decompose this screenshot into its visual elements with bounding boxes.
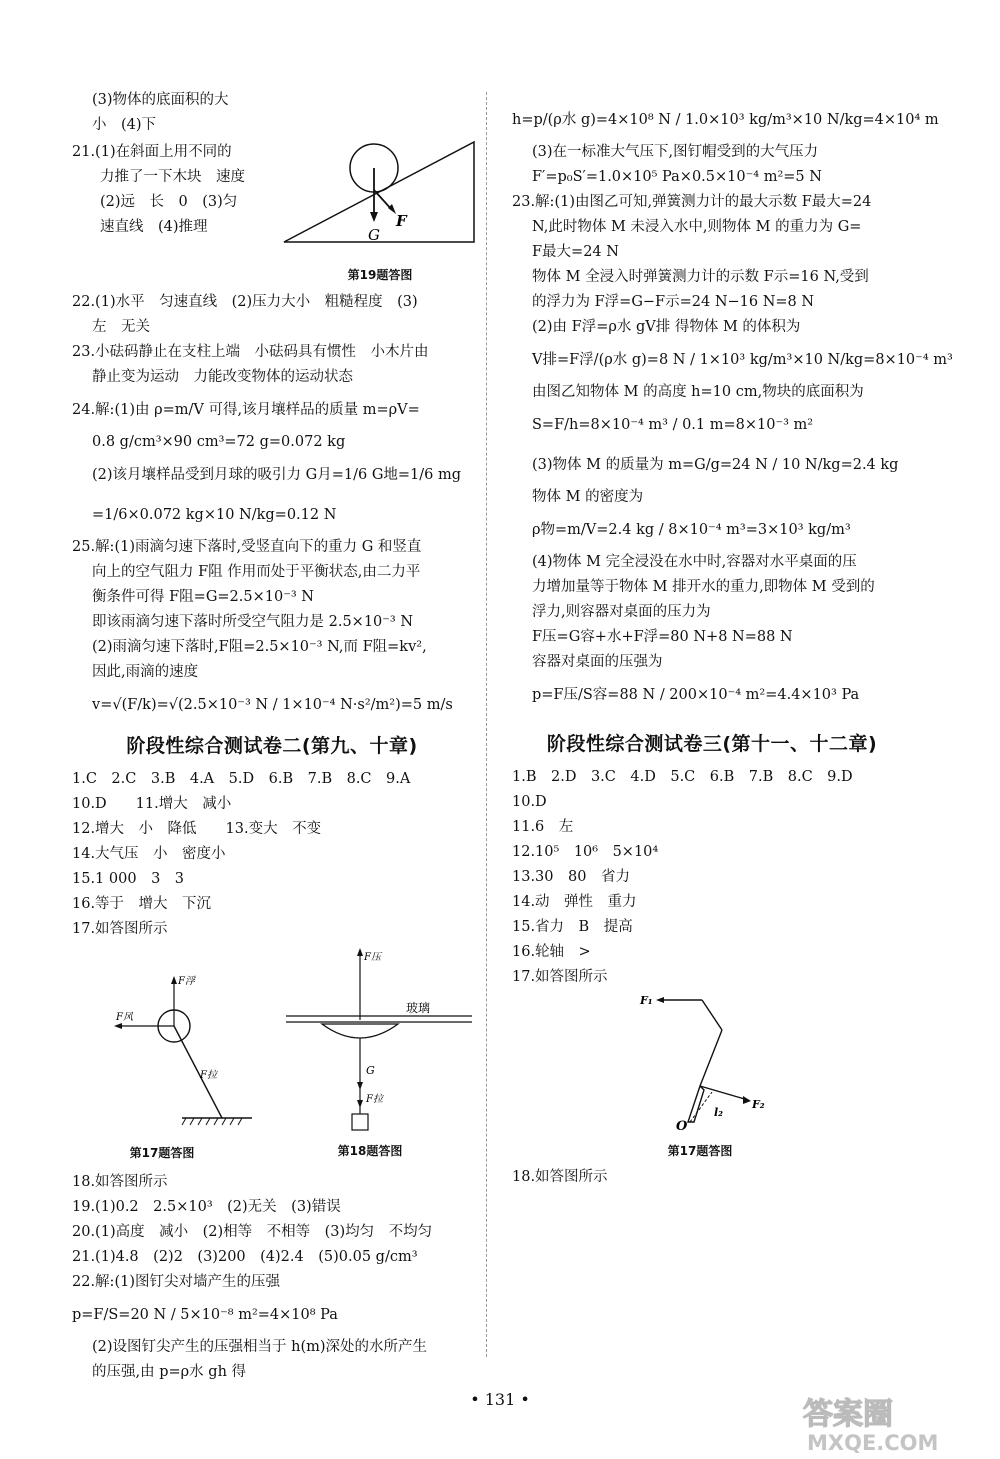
fig18-g-label: G — [366, 1064, 375, 1077]
r23-line-4: 物体 M 全浸入时弹簧测力计的示数 F示=16 N,受到 — [532, 269, 869, 285]
incline-diagram — [280, 90, 480, 262]
r23-line-7: V排=F浮/(ρ水 g)=8 N / 1×10³ kg/m³×10 N/kg=8×10⁻⁴ m³ — [532, 352, 953, 368]
s3-line-4: 12.10⁵ 10⁶ 5×10⁴ — [512, 844, 659, 860]
r23-line-10: (3)物体 M 的质量为 m=G/g=24 N / 10 N/kg=2.4 kg — [532, 457, 899, 473]
q21-line-1: 21.(1)在斜面上用不同的 — [72, 144, 232, 160]
lever-o-label: O — [676, 1119, 688, 1134]
r23-line-14: 力增加量等于物体 M 排开水的重力,即物体 M 受到的 — [532, 579, 875, 595]
s3-line-8: 16.轮轴 > — [512, 944, 591, 960]
r23-line-9: S=F/h=8×10⁻⁴ m³ / 0.1 m=8×10⁻³ m² — [532, 417, 814, 433]
q22-line-1: 22.(1)水平 匀速直线 (2)压力大小 粗糙程度 (3) — [72, 294, 418, 310]
s2-line-4: 14.大气压 小 密度小 — [72, 846, 226, 862]
r23-line-16: F压=G容+水+F浮=80 N+8 N=88 N — [532, 629, 793, 645]
q21-line-2: 力推了一下木块 速度 — [100, 169, 245, 185]
q23-line-1: 23.小砝码静止在支柱上端 小砝码具有惯性 小木片由 — [72, 344, 429, 360]
r23-line-2: N,此时物体 M 未浸入水中,则物体 M 的重力为 G= — [532, 219, 862, 235]
q25-line-6: 因此,雨滴的速度 — [92, 664, 199, 680]
section-3-title: 阶段性综合测试卷三(第十一、十二章) — [546, 733, 878, 755]
s2-line-8: 18.如答图所示 — [72, 1174, 168, 1190]
lever-f2-label: F₂ — [752, 1098, 765, 1111]
r23-line-8: 由图乙知物体 M 的高度 h=10 cm,物块的底面积为 — [532, 384, 864, 400]
s2-line-9: 19.(1)0.2 2.5×10³ (2)无关 (3)错误 — [72, 1199, 341, 1215]
q21-line-3: (2)远 长 0 (3)匀 — [100, 194, 238, 210]
s2-line-1: 1.C 2.C 3.B 4.A 5.D 6.B 7.B 8.C 9.A — [72, 771, 411, 787]
s2-line-5: 15.1 000 3 3 — [72, 871, 185, 887]
fig17-ffloat-label: F浮 — [178, 976, 195, 987]
figure-17-left — [102, 960, 252, 1161]
q24-line-1: 24.解:(1)由 ρ=m/V 可得,该月壤样品的质量 m=ρV= — [72, 402, 420, 418]
fig19-caption: 第19题答图 — [347, 268, 413, 282]
r-line-1: h=p/(ρ水 g)=4×10⁸ N / 1.0×10³ kg/m³×10 N/kg=4×10⁴ m — [512, 112, 939, 128]
q24-line-2: 0.8 g/cm³×90 cm³=72 g=0.072 kg — [92, 434, 346, 450]
fig18-fpull-label: F拉 — [366, 1094, 383, 1105]
section-2-title: 阶段性综合测试卷二(第九、十章) — [126, 735, 418, 757]
q22-line-2: 左 无关 — [92, 319, 150, 335]
column-divider — [486, 92, 487, 1357]
fig18-fpress-label: F压 — [364, 952, 381, 963]
lever-l2-label: l₂ — [714, 1106, 723, 1119]
watermark-logo — [795, 1390, 985, 1455]
fig19-g-label: G — [368, 226, 380, 244]
figure-17-right — [630, 990, 790, 1159]
q25-line-3: 衡条件可得 F阻=G=2.5×10⁻³ N — [92, 589, 314, 605]
fig17-caption: 第17题答图 — [129, 1146, 195, 1160]
q25-line-5: (2)雨滴匀速下落时,F阻=2.5×10⁻³ N,而 F阻=kv², — [92, 639, 427, 655]
r-line-2: (3)在一标准大气压下,图钉帽受到的大气压力 — [532, 144, 819, 160]
s2-line-7: 17.如答图所示 — [72, 921, 168, 937]
suction-cup-diagram — [282, 942, 472, 1142]
r23-line-3: F最大=24 N — [532, 244, 619, 260]
q20-line-2: 小 (4)下 — [92, 117, 157, 133]
figure-18 — [282, 942, 472, 1159]
s3-line-7: 15.省力 B 提高 — [512, 919, 633, 935]
s2-line-14: (2)设图钉尖产生的压强相当于 h(m)深处的水所产生 — [92, 1339, 428, 1355]
svg-text:MXQE.COM: MXQE.COM — [807, 1431, 939, 1455]
r23-line-15: 浮力,则容器对桌面的压力为 — [532, 604, 711, 620]
page-number: • 131 • — [470, 1390, 530, 1409]
svg-text:答案圈: 答案圈 — [803, 1397, 893, 1432]
q25-line-4: 即该雨滴匀速下落时所受空气阻力是 2.5×10⁻³ N — [92, 614, 414, 630]
right-column — [512, 100, 953, 1190]
r23-line-6: (2)由 F浮=ρ水 gV排 得物体 M 的体积为 — [532, 319, 801, 335]
r23-line-13: (4)物体 M 完全浸没在水中时,容器对水平桌面的压 — [532, 554, 857, 570]
s2-line-13: p=F/S=20 N / 5×10⁻⁸ m²=4×10⁸ Pa — [72, 1307, 338, 1323]
left-column — [72, 88, 472, 1385]
lever-f1-label: F₁ — [640, 994, 653, 1007]
s2-line-6: 16.等于 增大 下沉 — [72, 896, 212, 912]
watermark-stamp-icon — [795, 1390, 985, 1455]
s3-line-10: 18.如答图所示 — [512, 1169, 608, 1185]
s2-line-10: 20.(1)高度 减小 (2)相等 不相等 (3)均匀 不均匀 — [72, 1224, 433, 1240]
q23-line-2: 静止变为运动 力能改变物体的运动状态 — [92, 369, 353, 385]
q24-line-4: =1/6×0.072 kg×10 N/kg=0.12 N — [92, 507, 337, 523]
s3-line-3: 11.6 左 — [512, 819, 574, 835]
r23-line-11: 物体 M 的密度为 — [532, 489, 644, 505]
r23-line-12: ρ物=m/V=2.4 kg / 8×10⁻⁴ m³=3×10³ kg/m³ — [532, 522, 851, 538]
r-line-3: F′=p₀S′=1.0×10⁵ Pa×0.5×10⁻⁴ m²=5 N — [532, 169, 822, 185]
r23-line-1: 23.解:(1)由图乙可知,弹簧测力计的最大示数 F最大=24 — [512, 194, 872, 210]
q24-line-3: (2)该月壤样品受到月球的吸引力 G月=1/6 G地=1/6 mg — [92, 467, 462, 483]
fig19-f-label: F — [396, 212, 407, 230]
s2-line-3: 12.增大 小 降低 13.变大 不变 — [72, 821, 322, 837]
fig17-fpull-label: F拉 — [200, 1070, 217, 1081]
s2-line-11: 21.(1)4.8 (2)2 (3)200 (4)2.4 (5)0.05 g/cm³ — [72, 1249, 418, 1265]
fig18-caption: 第18题答图 — [337, 1144, 403, 1158]
r23-line-17: 容器对桌面的压强为 — [532, 654, 663, 670]
r23-line-5: 的浮力为 F浮=G−F示=24 N−16 N=8 N — [532, 294, 815, 310]
r23-line-18: p=F压/S容=88 N / 200×10⁻⁴ m²=4.4×10³ Pa — [532, 687, 860, 703]
q20-line-1: (3)物体的底面积的大 — [92, 92, 229, 108]
fig17-fwind-label: F风 — [116, 1012, 133, 1023]
lever-diagram — [630, 990, 790, 1140]
s2-line-2: 10.D 11.增大 减小 — [72, 796, 232, 812]
s3-line-1: 1.B 2.D 3.C 4.D 5.C 6.B 7.B 8.C 9.D — [512, 769, 853, 785]
s3-line-9: 17.如答图所示 — [512, 969, 608, 985]
fig18-glass-label: 玻璃 — [406, 1001, 431, 1015]
q25-line-1: 25.解:(1)雨滴匀速下落时,受竖直向下的重力 G 和竖直 — [72, 539, 422, 555]
q25-line-2: 向上的空气阻力 F阻 作用而处于平衡状态,由二力平 — [92, 564, 421, 580]
figure-19 — [280, 90, 480, 280]
balloon-force-diagram — [102, 960, 252, 1140]
s2-line-15: 的压强,由 p=ρ水 gh 得 — [92, 1364, 247, 1380]
s3-line-6: 14.动 弹性 重力 — [512, 894, 637, 910]
s3-line-5: 13.30 80 省力 — [512, 869, 630, 885]
q21-line-4: 速直线 (4)推理 — [100, 219, 208, 235]
fig17r-caption: 第17题答图 — [667, 1144, 733, 1158]
s3-line-2: 10.D — [512, 794, 547, 810]
q25-line-7: v=√(F/k)=√(2.5×10⁻³ N / 1×10⁻⁴ N·s²/m²)=5 m/s — [92, 697, 453, 713]
s2-line-12: 22.解:(1)图钉尖对墙产生的压强 — [72, 1274, 280, 1290]
